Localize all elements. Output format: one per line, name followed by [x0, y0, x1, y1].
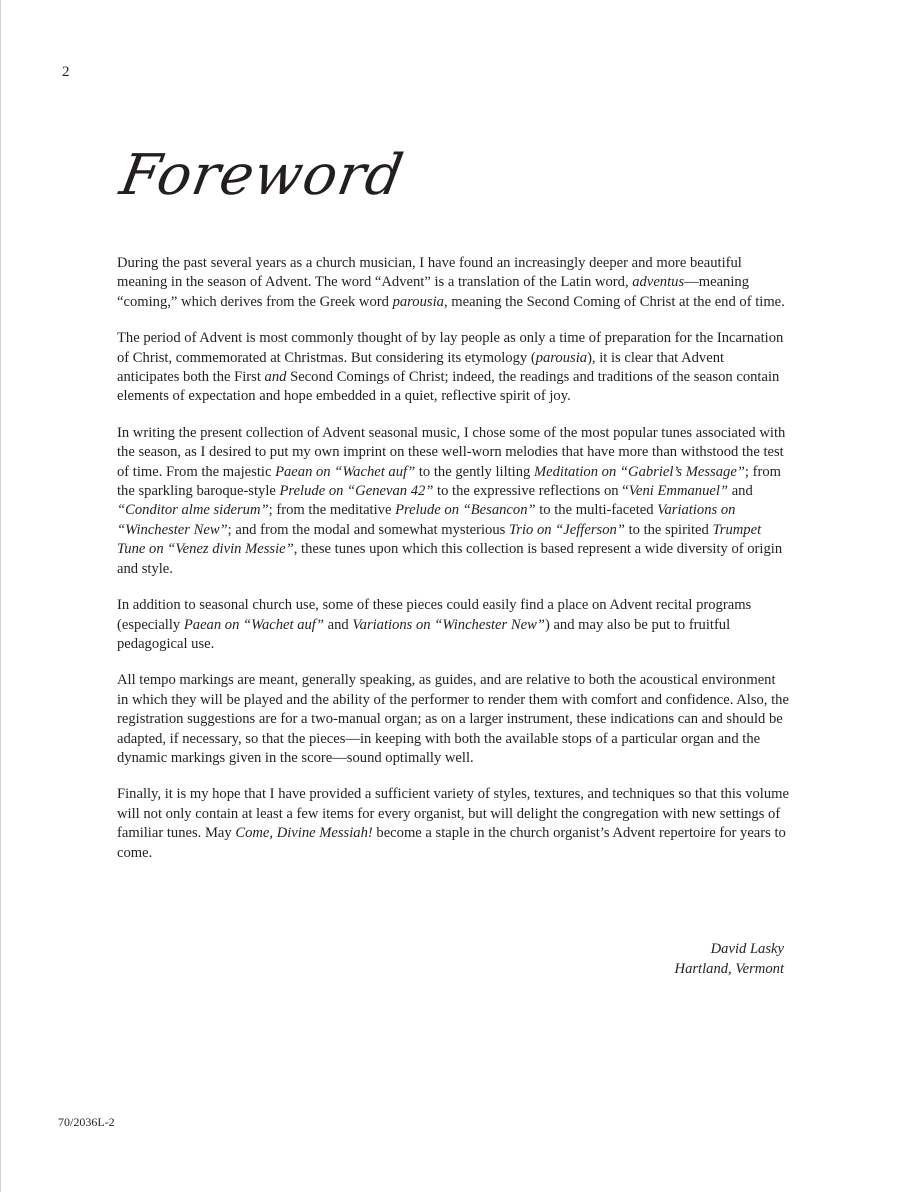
- text-run: ; from the meditative: [268, 502, 396, 519]
- paragraph: [117, 424, 789, 579]
- text-run: —meaning “coming,” which derives from the Greek word: [117, 274, 749, 310]
- text-run: and: [323, 616, 353, 633]
- italic-run: Variations on “Winchester New”: [352, 616, 545, 633]
- text-run: All tempo markings are meant, generally speaking, as guides, and are relative to both the acoustical environment in which they will be played and the ability of the performer to render them with comfort and confidence. Also, the registration suggestions are for a two-manual organ; as on a larger instrument, these indications can and should be adapted, if necessary, so that the pieces—in keeping with both the available stops of a particular organ and the dynamic markings given in the score—sound optimally well.: [117, 672, 789, 766]
- paragraph: [117, 785, 789, 863]
- paragraph: [117, 671, 789, 768]
- italic-run: Trumpet Tune on “Venez divin Messie”: [117, 521, 762, 558]
- text-run: , meaning the Second Coming of Christ at the end of time.: [443, 293, 785, 310]
- text-run: ; from the sparkling baroque-style: [117, 463, 781, 500]
- page-title: Foreword: [115, 143, 409, 208]
- italic-run: Meditation on “Gabriel’s Message”: [533, 463, 745, 480]
- italic-run: Paean on “Wachet auf”: [275, 463, 416, 480]
- italic-run: and: [264, 369, 287, 386]
- italic-run: adventus: [632, 274, 685, 291]
- text-run: become a staple in the church organist’s Advent repertoire for years to come.: [117, 825, 786, 861]
- text-run: In addition to seasonal church use, some of these pieces could easily find a place on Advent recital programs (especially: [117, 597, 752, 633]
- text-run: ) and may also be put to fruitful pedagogical use.: [117, 616, 731, 652]
- text-run: , these tunes upon which this collection is based represent a wide diversity of origin and style.: [117, 541, 783, 577]
- author-name: David Lasky: [710, 941, 784, 957]
- text-run: Finally, it is my hope that I have provided a sufficient variety of styles, textures, and techniques so that this volume will not only contain at least a few items for every organist, but will delight the congregation with new settings of familiar tunes. May: [117, 786, 789, 842]
- paragraph: [117, 329, 789, 407]
- italic-run: Come, Divine Messiah!: [235, 825, 373, 842]
- italic-run: Variations on “Winchester New”: [117, 502, 736, 538]
- text-run: ), it is clear that Advent anticipates both the First: [117, 349, 725, 386]
- paragraph: [117, 254, 789, 312]
- text-run: to the expressive reflections on “: [433, 483, 629, 500]
- italic-run: Veni Emmanuel”: [628, 483, 729, 500]
- text-run: to the gently lilting: [415, 463, 534, 480]
- italic-run: Prelude on “Genevan 42”: [279, 483, 434, 500]
- text-run: In writing the present collection of Advent seasonal music, I chose some of the most popular tunes associated with the season, as I desired to put my own imprint on these well-worn melodies that have more than withstood the test of time. From the majestic: [117, 424, 786, 480]
- page-number: 2: [62, 64, 70, 80]
- italic-run: Prelude on “Besancon”: [395, 502, 536, 519]
- text-run: The period of Advent is most commonly thought of by lay people as only a time of preparation for the Incarnation of Christ, commemorated at Christmas. But considering its etymology (: [117, 330, 784, 366]
- signature: [675, 939, 784, 979]
- foreword-body: [117, 254, 789, 880]
- page-edge: [0, 0, 1, 1192]
- italic-run: parousia: [535, 349, 588, 366]
- author-location: Hartland, Vermont: [674, 961, 784, 977]
- text-run: During the past several years as a church musician, I have found an increasingly deeper and more beautiful meaning in the season of Advent. The word “Advent” is a translation of the Latin word,: [117, 255, 742, 291]
- text-run: ; and from the modal and somewhat mysterious: [227, 521, 509, 538]
- text-run: to the spirited: [624, 521, 713, 538]
- paragraph: [117, 596, 789, 654]
- italic-run: Trio on “Jefferson”: [508, 521, 625, 538]
- text-run: Second Comings of Christ; indeed, the readings and traditions of the season contain elements of expectation and hope embedded in a quiet, reflective spirit of joy.: [117, 369, 780, 405]
- italic-run: parousia: [392, 293, 444, 310]
- italic-run: “Conditor alme siderum”: [117, 502, 269, 519]
- text-run: to the multi-faceted: [535, 502, 658, 519]
- italic-run: Paean on “Wachet auf”: [183, 616, 324, 633]
- text-run: and: [728, 483, 753, 500]
- catalog-number: 70/2036L-2: [58, 1115, 115, 1129]
